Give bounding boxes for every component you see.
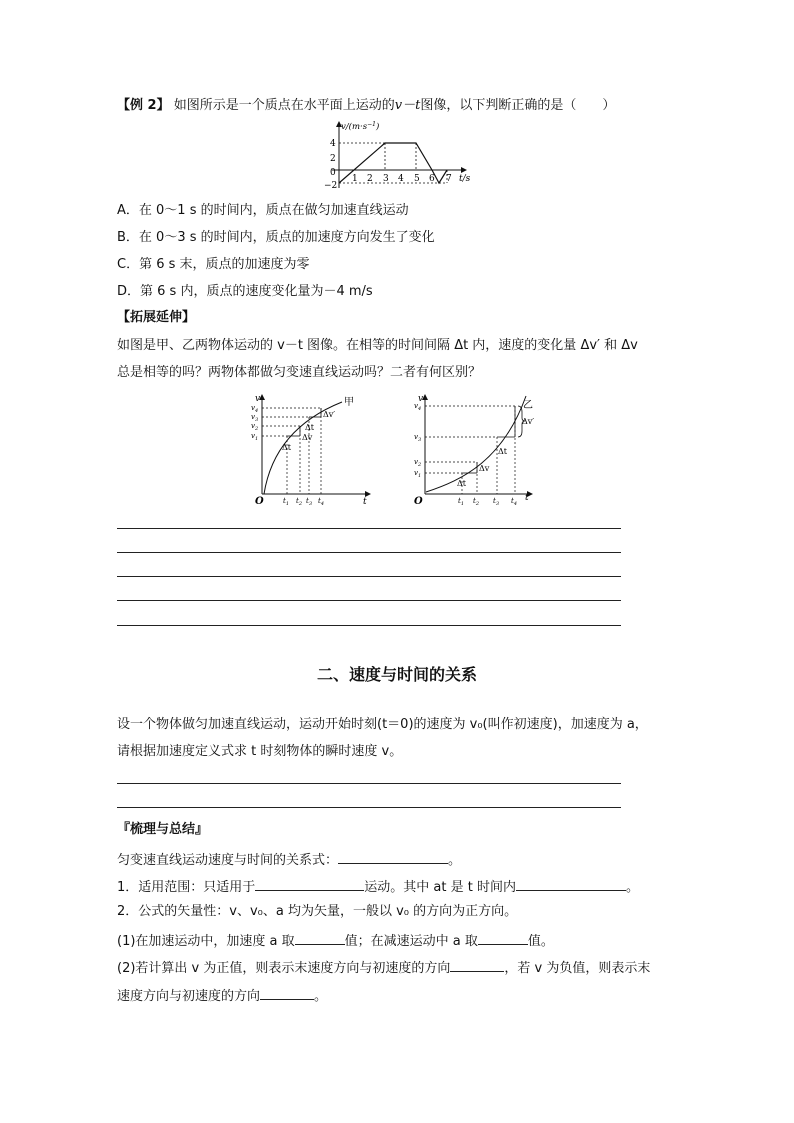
graph-yi bbox=[408, 390, 548, 508]
summary-item4 bbox=[117, 957, 650, 978]
question-text-pre: 如图所示是一个质点在水平面上运动的 bbox=[173, 98, 395, 113]
yi-origin: O bbox=[414, 496, 423, 507]
option-a: A．在 0～1 s 的时间内，质点在做匀加速直线运动 bbox=[117, 203, 409, 218]
summary-item1 bbox=[117, 876, 639, 897]
item3-pre: (1)在加速运动中，加速度 a 取 bbox=[117, 934, 295, 949]
vt-xtick-4: 4 bbox=[398, 174, 404, 184]
jia-t4: $t_4$ bbox=[318, 497, 325, 507]
item1-end: 。 bbox=[625, 880, 639, 895]
graph-jia bbox=[245, 390, 375, 508]
vt-y-label: $v/(m\cdot s^{-1})$ bbox=[341, 121, 380, 132]
answer-line-2[interactable] bbox=[117, 552, 621, 553]
question-vt: v－t bbox=[394, 98, 421, 113]
summary-item3 bbox=[117, 930, 554, 951]
section-para1: 设一个物体做匀加速直线运动，运动开始时刻(t＝0)的速度为 v₀(叫作初速度)，加速度为 a， bbox=[117, 717, 648, 732]
item1-pre: 1．适用范围：只适用于 bbox=[117, 880, 256, 895]
item1-blank1[interactable] bbox=[255, 876, 364, 891]
option-b: B．在 0～3 s 的时间内，质点的加速度方向发生了变化 bbox=[117, 230, 435, 245]
jia-v3: $v_3$ bbox=[251, 413, 259, 423]
yi-t1: $t_1$ bbox=[458, 497, 465, 507]
extension-line2: 总是相等的吗？两物体都做匀变速直线运动吗？二者有何区别？ bbox=[117, 365, 482, 380]
item1-blank2[interactable] bbox=[516, 876, 626, 891]
jia-t2: $t_2$ bbox=[296, 497, 303, 507]
item3-end: 值。 bbox=[527, 934, 554, 949]
vt-ytick-4: 4 bbox=[330, 139, 336, 149]
item5-end: 。 bbox=[314, 989, 328, 1004]
yi-v4: $v_4$ bbox=[414, 402, 422, 412]
example2-question bbox=[117, 97, 615, 115]
jia-dv: Δv bbox=[302, 433, 313, 442]
summary-item5 bbox=[117, 985, 327, 1006]
yi-v2: $v_2$ bbox=[414, 458, 422, 468]
answer-line-5[interactable] bbox=[117, 625, 621, 626]
vt-ytick-neg2: −2 bbox=[324, 181, 338, 190]
vt-graph bbox=[320, 118, 480, 190]
yi-dv: Δv bbox=[479, 464, 490, 473]
yi-dt: Δt bbox=[457, 479, 466, 488]
extension-heading: 【拓展延伸】 bbox=[117, 310, 196, 325]
jia-t-label: t bbox=[363, 497, 367, 507]
jia-origin: O bbox=[255, 496, 264, 507]
jia-v4: $v_4$ bbox=[251, 404, 259, 414]
jia-t1: $t_1$ bbox=[283, 497, 290, 507]
jia-t3: $t_3$ bbox=[306, 497, 313, 507]
item3-blank2[interactable] bbox=[478, 930, 528, 945]
vt-ytick-0: 0 bbox=[330, 168, 336, 178]
answer-line-3[interactable] bbox=[117, 576, 621, 577]
item4-pre: (2)若计算出 v 为正值，则表示末速度方向与初速度的方向 bbox=[117, 961, 451, 976]
yi-t4: $t_4$ bbox=[511, 497, 518, 507]
yi-v3: $v_3$ bbox=[414, 433, 422, 443]
extension-line1: 如图是甲、乙两物体运动的 v－t 图像。在相等的时间间隔 Δt 内，速度的变化量 Δv′ 和 Δv bbox=[117, 338, 638, 353]
yi-curve bbox=[426, 396, 526, 492]
item5-blank[interactable] bbox=[260, 985, 314, 1000]
relation-text: 匀变速直线运动速度与时间的关系式： bbox=[117, 853, 339, 868]
answer-line-6[interactable] bbox=[117, 783, 621, 784]
vt-xtick-3: 3 bbox=[383, 174, 389, 184]
relation-blank[interactable] bbox=[338, 849, 448, 864]
answer-line-7[interactable] bbox=[117, 807, 621, 808]
yi-dvp: Δv′ bbox=[522, 417, 535, 426]
item1-mid: 运动。其中 at 是 t 时间内 bbox=[364, 880, 516, 895]
summary-item2: 2．公式的矢量性：v、v₀、a 均为矢量，一般以 v₀ 的方向为正方向。 bbox=[117, 904, 518, 919]
relation-end: 。 bbox=[448, 853, 462, 868]
vt-xtick-1: 1 bbox=[352, 174, 358, 184]
vt-xtick-6: 6 bbox=[429, 174, 435, 184]
item4-mid: ，若 v 为负值，则表示末 bbox=[504, 961, 651, 976]
vt-xtick-2: 2 bbox=[367, 174, 373, 184]
yi-v1: $v_1$ bbox=[414, 469, 422, 479]
jia-dvp: Δv′ bbox=[323, 410, 336, 419]
item3-mid: 值；在减速运动中 a 取 bbox=[344, 934, 478, 949]
yi-v-label: v bbox=[418, 394, 424, 404]
vt-xtick-7: 7 bbox=[446, 174, 452, 184]
jia-v-label: v bbox=[255, 394, 261, 404]
option-c: C．第 6 s 末，质点的加速度为零 bbox=[117, 257, 310, 272]
vt-xtick-5: 5 bbox=[414, 174, 420, 184]
answer-line-4[interactable] bbox=[117, 600, 621, 601]
yi-name: 乙 bbox=[523, 400, 533, 411]
jia-v2: $v_2$ bbox=[251, 422, 259, 432]
item5-pre: 速度方向与初速度的方向 bbox=[117, 989, 261, 1004]
yi-t2: $t_2$ bbox=[473, 497, 480, 507]
answer-line-1[interactable] bbox=[117, 528, 621, 529]
question-text-post: 图像，以下判断正确的是（ ） bbox=[420, 98, 616, 113]
jia-dt: Δt bbox=[282, 443, 291, 452]
option-d: D．第 6 s 内，质点的速度变化量为－4 m/s bbox=[117, 284, 373, 299]
summary-heading: 『梳理与总结』 bbox=[117, 822, 209, 837]
summary-relation bbox=[117, 849, 461, 870]
item4-blank[interactable] bbox=[450, 957, 504, 972]
vt-ytick-2: 2 bbox=[330, 154, 336, 164]
yi-t3: $t_3$ bbox=[493, 497, 500, 507]
example2-tag: 【例 2】 bbox=[117, 98, 170, 113]
jia-v1: $v_1$ bbox=[251, 432, 259, 442]
vt-x-label: t/s bbox=[459, 174, 471, 184]
jia-name: 甲 bbox=[344, 397, 354, 408]
jia-dt2: Δt bbox=[305, 423, 314, 432]
yi-dt2: Δt bbox=[498, 447, 507, 456]
section-title: 二、速度与时间的关系 bbox=[316, 665, 477, 684]
item3-blank1[interactable] bbox=[295, 930, 345, 945]
section-para2: 请根据加速度定义式求 t 时刻物体的瞬时速度 v。 bbox=[117, 744, 403, 759]
yi-t-label: t bbox=[525, 493, 529, 503]
